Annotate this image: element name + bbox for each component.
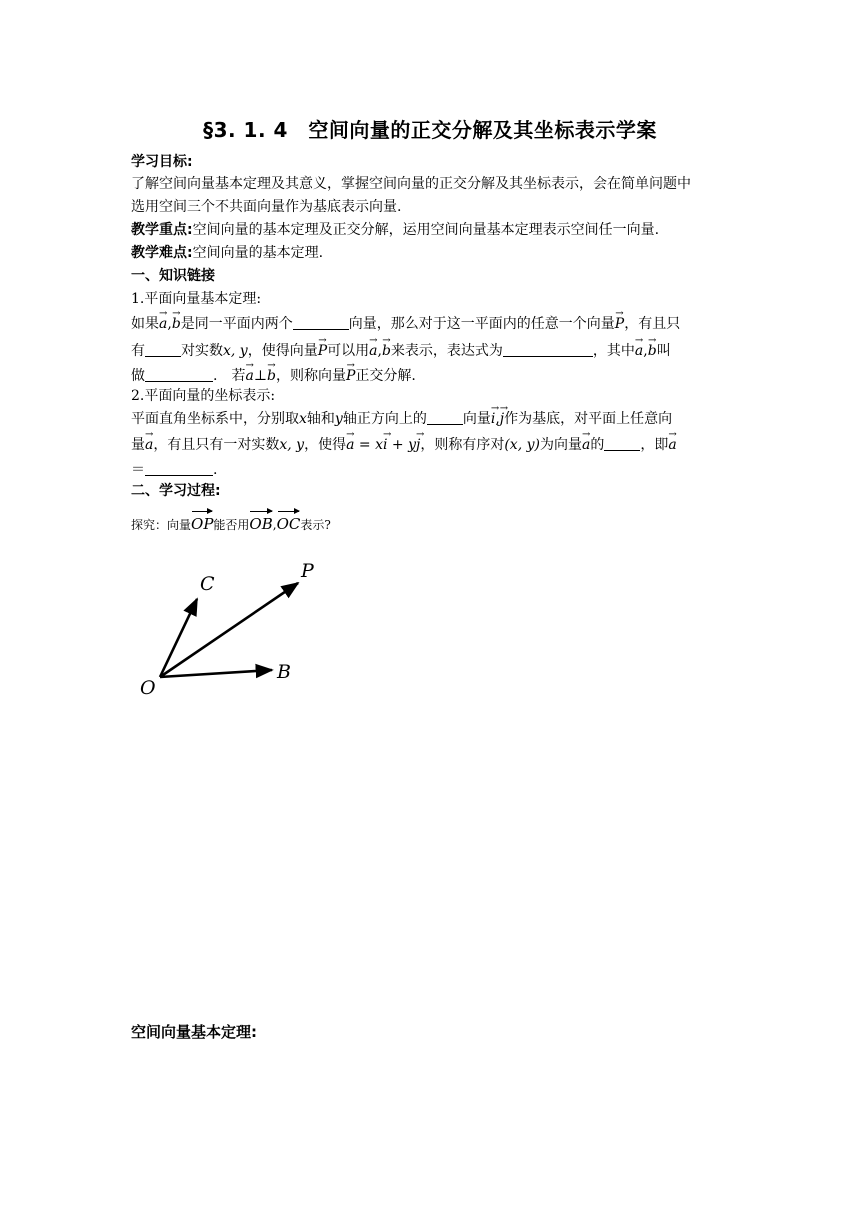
comma: , [272,518,277,532]
text-segment: 平面直角坐标系中，分别取 [131,411,299,427]
coord-line-2 [131,435,731,455]
text-segment: 对实数 [181,343,223,359]
perp-symbol: ⊥ [253,368,267,384]
vector-i: → i [383,435,387,455]
theorem-line-2 [131,341,731,361]
text-segment: . [213,462,218,478]
math-xy: x, y [223,343,248,359]
vector-OC: OC [276,515,301,533]
theorem-line-3 [131,366,731,386]
text-segment: . 若 [213,368,246,384]
vector-OB: OB [249,515,273,533]
fill-blank[interactable] [503,342,593,357]
fill-blank[interactable] [145,367,213,382]
difficulty-line [131,243,731,263]
vector-P: → P [615,314,624,334]
math-pair: (x, y) [504,437,540,453]
fill-blank[interactable] [145,342,181,357]
fill-blank[interactable] [293,315,349,330]
text-segment: 作为基底，对平面上任意向 [504,411,673,427]
page-title: §3. 1. 4 空间向量的正交分解及其坐标表示学案 [203,118,657,142]
text-segment: 正交分解. [355,368,416,384]
math-plus: + y [387,437,416,453]
text-segment: 的 [590,437,605,453]
vector-diagram [130,555,330,705]
text-segment: 表示? [300,518,331,532]
text-segment: 向量，那么对于这一平面内的任意一个向量 [348,316,615,332]
text-segment: 向量 [462,411,491,427]
key-point-line [131,220,731,240]
text-segment: 轴和 [306,411,335,427]
fill-blank[interactable] [145,461,213,476]
vector-a: → a [369,341,377,361]
goals-heading: 学习目标: [131,154,193,170]
comma: , [167,316,172,332]
math-x: x [299,411,307,427]
section2-heading: 二、学习过程: [131,483,221,499]
text-segment: 是同一平面内两个 [180,316,293,332]
text-segment: ，即 [640,437,669,453]
text-segment: 叫 [656,343,671,359]
vector-a: → a [346,435,354,455]
text-segment: ，使得 [304,437,347,453]
text-segment: 如果 [131,316,159,332]
text-segment: 有 [131,343,145,359]
vector-b: → b [267,366,276,386]
vector-a: → a [635,341,643,361]
text-segment: ，有且只有一对实数 [153,437,280,453]
item1-title: 1.平面向量基本定理: [131,291,262,307]
goals-line-2: 选用空间三个不共面向量作为基底表示向量. [131,199,402,215]
vector-P: → P [346,366,355,386]
text-segment: 做 [131,368,145,384]
key-point-label: 教学重点: [131,222,193,238]
label-O: O [140,677,156,699]
text-segment: 能否用 [213,518,250,532]
comma: , [643,343,648,359]
vector-b: → b [648,341,657,361]
vector-a: → a [582,435,590,455]
vector-i: → i [491,409,495,429]
vector-a: → a [245,366,253,386]
text-segment: ，有且只 [624,316,681,332]
fill-blank[interactable] [604,436,640,451]
text-segment: 探究：向量 [131,518,192,532]
text-segment: 为向量 [539,437,582,453]
text-segment: ，则称有序对 [420,437,505,453]
vector-j: → j [416,435,420,455]
vector-b: → b [172,314,181,334]
text-segment: 来表示，表达式为 [390,343,503,359]
text-segment: 轴正方向上的 [342,411,427,427]
coord-line-3 [131,460,731,480]
vector-j: → j [500,409,504,429]
goals-line-1: 了解空间向量基本定理及其意义，掌握空间向量的正交分解及其坐标表示，会在简单问题中 [131,176,691,192]
key-point-text: 空间向量的基本定理及正交分解，运用空间向量基本定理表示空间任一向量. [192,222,660,238]
label-C: C [200,573,215,595]
text-segment: 量 [131,437,145,453]
vector-a: → a [668,435,676,455]
label-P: P [301,560,314,582]
coord-line-1 [131,409,731,429]
theorem-heading: 空间向量基本定理: [131,1023,257,1041]
text-segment: ，其中 [592,343,635,359]
section1-heading: 一、知识链接 [131,268,215,284]
text-segment: ＝ [131,462,145,478]
difficulty-label: 教学难点: [131,245,193,261]
item2-title: 2.平面向量的坐标表示: [131,388,276,404]
explore-line [131,514,731,535]
label-B: B [277,661,291,683]
text-segment: ，使得向量 [247,343,318,359]
comma: , [377,343,382,359]
math-y: y [334,411,343,427]
arrow-OB [160,670,272,677]
vector-OP: OP [191,515,214,533]
fill-blank[interactable] [427,410,463,425]
text-segment: 可以用 [327,343,370,359]
difficulty-text: 空间向量的基本定理. [192,245,324,261]
vector-a: → a [145,435,153,455]
comma: , [495,411,500,427]
vector-a: → a [159,314,167,334]
math-xy: x, y [279,437,305,453]
text-segment: ，则称向量 [275,368,346,384]
vector-b: → b [382,341,391,361]
math-eq: = x [354,437,383,453]
vector-P: → P [318,341,327,361]
